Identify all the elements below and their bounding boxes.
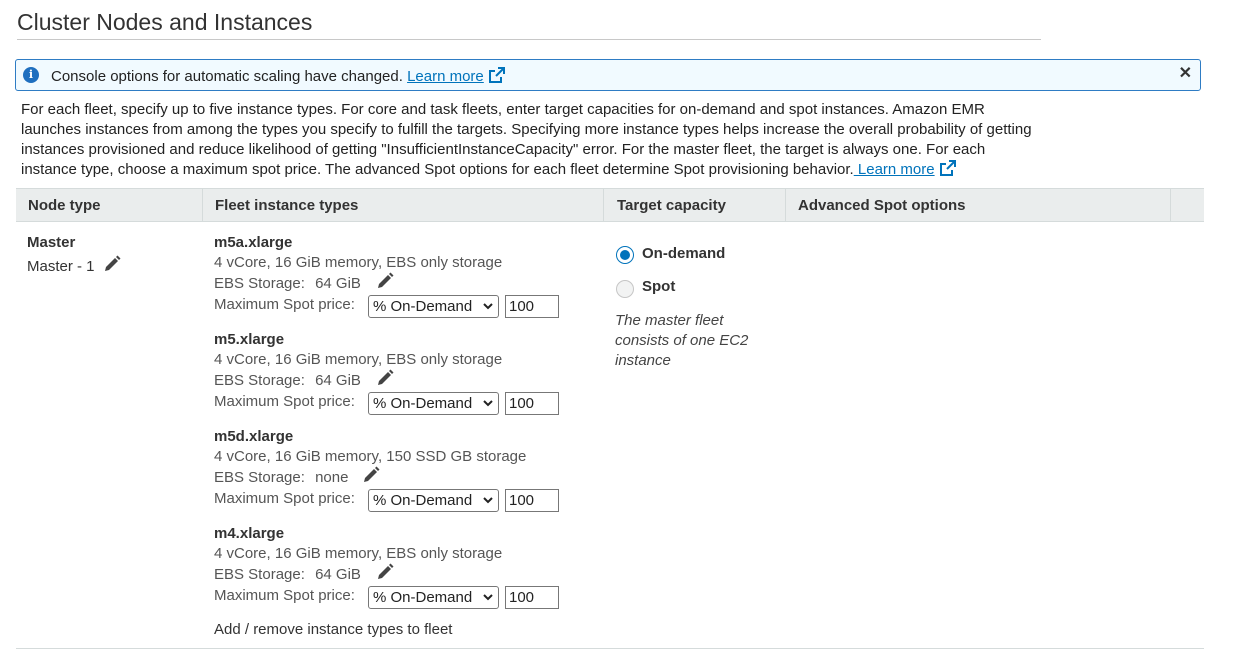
banner-text: Console options for automatic scaling have changed. [51, 68, 403, 85]
spot-price-type-select[interactable] [368, 586, 499, 609]
info-banner [15, 59, 1201, 91]
pencil-icon[interactable] [376, 272, 394, 290]
header-node-type: Node type [28, 197, 101, 214]
ebs-label: EBS Storage: [214, 372, 305, 389]
column-divider [202, 189, 203, 221]
node-name: Master - 1 [27, 258, 95, 275]
ebs-value: 64 GiB [315, 566, 361, 583]
pencil-icon[interactable] [376, 563, 394, 581]
instance-spec: 4 vCore, 16 GiB memory, EBS only storage [214, 254, 503, 271]
spot-radio[interactable] [616, 280, 634, 298]
header-target-capacity: Target capacity [617, 197, 726, 214]
node-type-master: Master [27, 234, 76, 251]
external-link-icon[interactable] [489, 67, 505, 83]
spot-price-type-value: % On-Demand [373, 395, 473, 412]
header-fleet-instance-types: Fleet instance types [215, 197, 359, 214]
instance-name: m5a.xlarge [214, 234, 293, 251]
instance-name: m5.xlarge [214, 331, 285, 348]
external-link-icon[interactable] [940, 160, 956, 176]
column-divider [785, 189, 786, 221]
spot-label[interactable]: Spot [642, 278, 676, 295]
on-demand-radio[interactable] [616, 246, 634, 264]
ebs-storage-row [214, 566, 594, 587]
ebs-value: 64 GiB [315, 372, 361, 389]
fleet-description [21, 100, 1041, 180]
pencil-icon[interactable] [103, 255, 121, 273]
spot-price-type-select[interactable] [368, 392, 499, 415]
instance-type-m5-xlarge [214, 331, 594, 417]
chevron-down-icon [482, 590, 494, 604]
instance-type-m5a-xlarge [214, 234, 594, 320]
ebs-storage-row [214, 372, 594, 393]
instance-spec: 4 vCore, 16 GiB memory, EBS only storage [214, 545, 503, 562]
ebs-value: 64 GiB [315, 275, 361, 292]
header-advanced-spot-options: Advanced Spot options [798, 197, 966, 214]
spot-price-label: Maximum Spot price: [214, 490, 355, 507]
instance-spec: 4 vCore, 16 GiB memory, EBS only storage [214, 351, 503, 368]
spot-price-input[interactable]: 100 [505, 392, 559, 415]
spot-price-type-value: % On-Demand [373, 298, 473, 315]
banner-learn-more-link[interactable]: Learn more [407, 68, 484, 85]
instance-name: m5d.xlarge [214, 428, 294, 445]
table-bottom-divider [16, 648, 1204, 649]
column-divider [1170, 189, 1171, 221]
instance-type-m5d-xlarge [214, 428, 594, 514]
page-title: Cluster Nodes and Instances [17, 9, 313, 35]
close-icon[interactable]: ✕ [1178, 65, 1192, 82]
add-remove-instance-types-link[interactable]: Add / remove instance types to fleet [214, 621, 453, 638]
spot-price-label: Maximum Spot price: [214, 393, 355, 410]
pencil-icon[interactable] [362, 466, 380, 484]
table-header [16, 188, 1204, 222]
instance-type-m4-xlarge [214, 525, 594, 611]
chevron-down-icon [482, 493, 494, 507]
spot-price-row [214, 296, 594, 320]
spot-price-type-value: % On-Demand [373, 492, 473, 509]
ebs-storage-row [214, 275, 594, 296]
chevron-down-icon [482, 396, 494, 410]
instance-name: m4.xlarge [214, 525, 285, 542]
spot-price-label: Maximum Spot price: [214, 587, 355, 604]
info-icon: i [23, 67, 39, 83]
banner-message [51, 67, 505, 85]
spot-price-input[interactable]: 100 [505, 489, 559, 512]
spot-price-type-select[interactable] [368, 489, 499, 512]
ebs-storage-row [214, 469, 594, 490]
on-demand-label[interactable]: On-demand [642, 245, 726, 262]
description-text: For each fleet, specify up to five instance types. For core and task fleets, enter target capacities for on-demand and spot instances. Amazon EMR launches instances from among the types you specify to fulfill the targets. Specifying more instance types helps increase the overall probability of getting instances provisioned and reduce likelihood of getting "InsufficientInstanceCapacity" error. For the master fleet, the target is always one. For each instance type, choose a maximum spot price. The advanced Spot options for each fleet determine Spot provisioning behavior. [21, 101, 1032, 178]
spot-price-row [214, 393, 594, 417]
spot-price-row [214, 490, 594, 514]
spot-price-type-value: % On-Demand [373, 589, 473, 606]
description-learn-more-link[interactable]: Learn more [853, 161, 935, 178]
ebs-label: EBS Storage: [214, 469, 305, 486]
title-divider [17, 39, 1041, 40]
ebs-value: none [315, 469, 349, 486]
master-fleet-note: The master fleet consists of one EC2 instance [615, 312, 749, 369]
spot-price-row [214, 587, 594, 611]
spot-price-input[interactable]: 100 [505, 295, 559, 318]
column-divider [603, 189, 604, 221]
instance-spec: 4 vCore, 16 GiB memory, 150 SSD GB storage [214, 448, 527, 465]
chevron-down-icon [482, 299, 494, 313]
ebs-label: EBS Storage: [214, 275, 305, 292]
spot-price-input[interactable]: 100 [505, 586, 559, 609]
ebs-label: EBS Storage: [214, 566, 305, 583]
spot-price-label: Maximum Spot price: [214, 296, 355, 313]
spot-price-type-select[interactable] [368, 295, 499, 318]
pencil-icon[interactable] [376, 369, 394, 387]
